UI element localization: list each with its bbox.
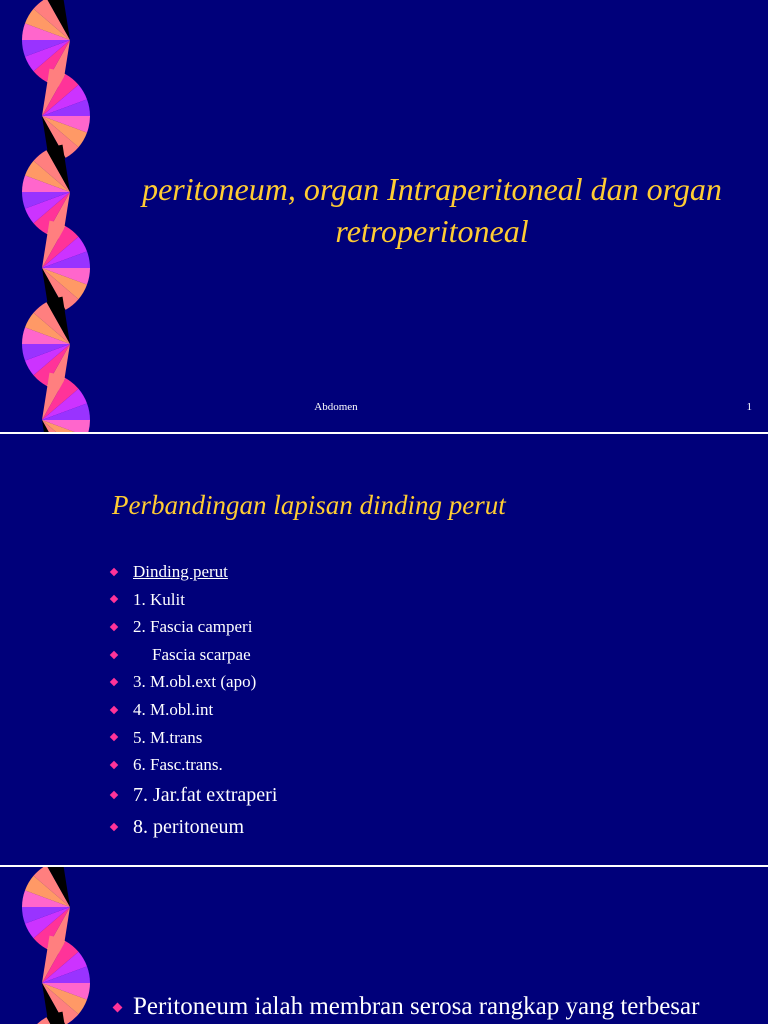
list-item [108,751,277,779]
diamond-bullet-icon [110,761,118,769]
diamond-bullet-icon [110,650,118,658]
list-item [108,779,277,811]
list-item [108,613,277,641]
list-item-text: Dinding perut [133,562,228,581]
list-item [108,641,277,669]
list-item [108,724,277,752]
slide-3-bullet-text: Peritoneum ialah membran serosa rangkap yang terbesar [133,993,700,1020]
list-item-text: 1. Kulit [133,589,185,609]
abdominal-wall-layer-list [108,558,277,843]
list-item [108,696,277,724]
fan-helix-decoration [18,0,108,432]
diamond-bullet-icon [110,706,118,714]
slide-1-page-number: 1 [746,401,752,413]
list-item-text: 3. M.obl.ext (apo) [133,672,257,692]
list-item-text: Fascia scarpae [152,644,251,664]
diamond-bullet-icon [110,595,118,603]
slide-2 [0,434,768,865]
slide-3-bullet [108,993,699,1021]
list-item [108,668,277,696]
list-item-text: 4. M.obl.int [133,699,214,719]
diamond-bullet-icon [110,791,118,799]
list-item [108,558,277,586]
list-item-text: 7. Jar.fat extraperi [133,783,278,806]
list-item [108,586,277,614]
list-item [108,811,277,843]
slide-1-footer: Abdomen [314,401,358,413]
slide-1 [0,0,768,432]
slide-1-title: peritoneum, organ Intraperitoneal dan organ retroperitoneal [142,171,722,249]
slide-3 [0,867,768,1024]
diamond-bullet-icon [110,823,118,831]
list-item-text: 2. Fascia camperi [133,617,253,637]
list-item-text: 5. M.trans [133,727,203,747]
diamond-bullet-icon [110,678,118,686]
list-item-text: 8. peritoneum [133,815,245,838]
list-item-text: 6. Fasc.trans. [133,755,223,775]
fan-helix-decoration [18,867,108,1024]
diamond-bullet-icon [110,568,118,576]
diamond-bullet-icon [110,623,118,631]
slide-2-title: Perbandingan lapisan dinding perut [112,490,506,520]
diamond-bullet-icon [110,733,118,741]
